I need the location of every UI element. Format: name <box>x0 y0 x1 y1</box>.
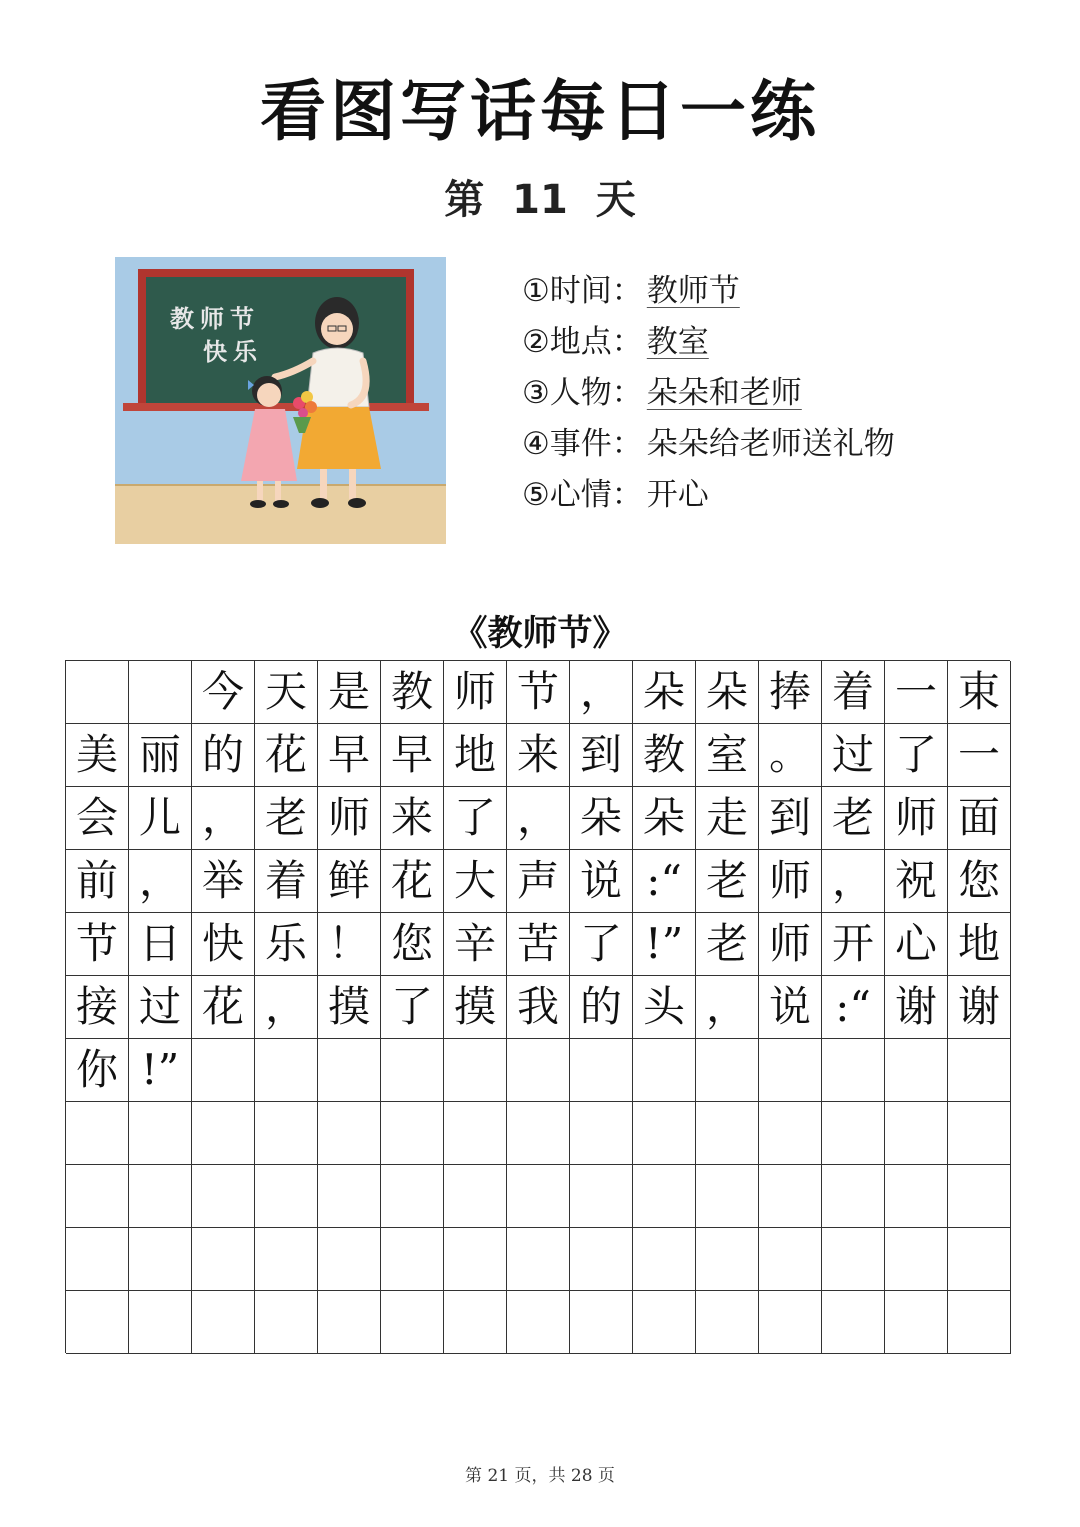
grid-cell <box>381 1039 444 1102</box>
grid-cell: :“ <box>822 976 885 1039</box>
grid-cell: 师 <box>885 787 948 850</box>
essay-title: 《教师节》 <box>452 614 628 654</box>
grid-cell: ！ <box>318 913 381 976</box>
grid-cell <box>570 1039 633 1102</box>
grid-cell: 地 <box>444 724 507 787</box>
grid-cell: 是 <box>318 661 381 724</box>
page-title: 看图写话每日一练 <box>260 73 820 150</box>
grid-cell: 师 <box>444 661 507 724</box>
grid-cell: 朵 <box>570 787 633 850</box>
story-elements-list <box>522 262 992 517</box>
grid-cell: 天 <box>255 661 318 724</box>
grid-cell <box>318 1228 381 1291</box>
grid-cell: 来 <box>507 724 570 787</box>
grid-cell <box>255 1165 318 1228</box>
grid-cell: 捧 <box>759 661 822 724</box>
grid-cell <box>129 1291 192 1354</box>
grid-cell: 教 <box>381 661 444 724</box>
grid-cell: 声 <box>507 850 570 913</box>
grid-cell <box>507 1228 570 1291</box>
grid-cell <box>66 1165 129 1228</box>
grid-cell: 教 <box>633 724 696 787</box>
grid-cell: 今 <box>192 661 255 724</box>
grid-cell <box>759 1039 822 1102</box>
grid-cell <box>192 1228 255 1291</box>
grid-cell <box>696 1102 759 1165</box>
grid-cell <box>66 1102 129 1165</box>
grid-cell: 辛 <box>444 913 507 976</box>
grid-cell: ， <box>129 850 192 913</box>
grid-cell: 着 <box>822 661 885 724</box>
grid-cell: 过 <box>129 976 192 1039</box>
grid-cell: 早 <box>381 724 444 787</box>
grid-cell: 到 <box>759 787 822 850</box>
grid-cell <box>192 1039 255 1102</box>
grid-cell: 师 <box>759 850 822 913</box>
story-element-row <box>522 313 992 364</box>
grid-cell: 的 <box>570 976 633 1039</box>
grid-cell: 您 <box>381 913 444 976</box>
grid-cell <box>318 1102 381 1165</box>
grid-cell: 祝 <box>885 850 948 913</box>
grid-cell: 快 <box>192 913 255 976</box>
grid-cell: 束 <box>948 661 1011 724</box>
grid-cell <box>129 661 192 724</box>
grid-cell: 头 <box>633 976 696 1039</box>
grid-cell <box>696 1165 759 1228</box>
story-element-value: 开心 <box>646 477 709 513</box>
grid-cell: 。 <box>759 724 822 787</box>
grid-cell: ， <box>822 850 885 913</box>
grid-cell <box>66 1228 129 1291</box>
grid-cell: 我 <box>507 976 570 1039</box>
grid-cell <box>570 1291 633 1354</box>
grid-cell <box>948 1291 1011 1354</box>
grid-cell <box>444 1291 507 1354</box>
grid-cell <box>948 1039 1011 1102</box>
grid-cell: 花 <box>192 976 255 1039</box>
grid-cell: 花 <box>381 850 444 913</box>
grid-cell <box>822 1039 885 1102</box>
grid-cell <box>822 1102 885 1165</box>
grid-cell <box>129 1165 192 1228</box>
grid-cell: ， <box>255 976 318 1039</box>
story-element-value: 教室 <box>646 324 709 360</box>
grid-cell: 早 <box>318 724 381 787</box>
grid-cell <box>192 1165 255 1228</box>
grid-cell: 老 <box>822 787 885 850</box>
grid-cell <box>948 1165 1011 1228</box>
grid-cell: ， <box>696 976 759 1039</box>
grid-cell <box>885 1102 948 1165</box>
grid-cell <box>633 1291 696 1354</box>
grid-cell <box>381 1291 444 1354</box>
grid-cell: 室 <box>696 724 759 787</box>
grid-cell: 鲜 <box>318 850 381 913</box>
grid-cell <box>570 1228 633 1291</box>
grid-cell: 一 <box>885 661 948 724</box>
story-element-row <box>522 262 992 313</box>
grid-cell <box>129 1102 192 1165</box>
grid-cell: 花 <box>255 724 318 787</box>
story-element-row <box>522 415 992 466</box>
grid-cell: 儿 <box>129 787 192 850</box>
page-number: 第 21 页，共 28 页 <box>465 1466 615 1486</box>
grid-cell: 接 <box>66 976 129 1039</box>
grid-cell <box>507 1102 570 1165</box>
grid-cell <box>570 1165 633 1228</box>
grid-cell: 谢 <box>885 976 948 1039</box>
grid-cell: 朵 <box>696 661 759 724</box>
illustration-teacher-day <box>115 257 446 544</box>
grid-cell: 说 <box>570 850 633 913</box>
grid-cell: 了 <box>570 913 633 976</box>
grid-cell: 摸 <box>444 976 507 1039</box>
grid-cell: 走 <box>696 787 759 850</box>
grid-cell <box>948 1102 1011 1165</box>
grid-cell: 节 <box>66 913 129 976</box>
grid-cell: 摸 <box>318 976 381 1039</box>
grid-cell <box>444 1102 507 1165</box>
grid-cell: 老 <box>696 913 759 976</box>
grid-cell <box>318 1165 381 1228</box>
grid-cell: 老 <box>696 850 759 913</box>
story-element-row <box>522 466 992 517</box>
grid-cell: 心 <box>885 913 948 976</box>
grid-cell <box>444 1228 507 1291</box>
grid-cell <box>759 1165 822 1228</box>
grid-cell: 大 <box>444 850 507 913</box>
grid-cell: 开 <box>822 913 885 976</box>
grid-cell <box>822 1291 885 1354</box>
story-element-value: 朵朵给老师送礼物 <box>646 426 895 462</box>
grid-cell <box>255 1291 318 1354</box>
day-label: 第 11 天 <box>444 177 636 223</box>
grid-cell: 谢 <box>948 976 1011 1039</box>
board-text-line2: 快乐 <box>203 338 263 366</box>
grid-cell <box>759 1102 822 1165</box>
grid-cell: 前 <box>66 850 129 913</box>
story-element-label: ④事件： <box>522 426 643 462</box>
grid-cell <box>696 1228 759 1291</box>
grid-cell <box>885 1165 948 1228</box>
grid-cell <box>696 1039 759 1102</box>
grid-cell <box>696 1291 759 1354</box>
grid-cell <box>885 1039 948 1102</box>
grid-cell: 节 <box>507 661 570 724</box>
grid-cell <box>192 1102 255 1165</box>
grid-cell: ， <box>192 787 255 850</box>
grid-cell <box>318 1039 381 1102</box>
grid-cell: 美 <box>66 724 129 787</box>
grid-cell <box>885 1291 948 1354</box>
grid-cell <box>633 1102 696 1165</box>
grid-cell: 一 <box>948 724 1011 787</box>
grid-cell: ， <box>507 787 570 850</box>
grid-cell: 朵 <box>633 661 696 724</box>
grid-cell <box>255 1102 318 1165</box>
grid-cell <box>822 1165 885 1228</box>
grid-cell: 会 <box>66 787 129 850</box>
grid-cell <box>507 1165 570 1228</box>
grid-cell: 来 <box>381 787 444 850</box>
story-element-label: ②地点： <box>522 324 643 360</box>
grid-cell <box>66 1291 129 1354</box>
grid-cell <box>759 1228 822 1291</box>
grid-cell <box>633 1039 696 1102</box>
story-element-value: 教师节 <box>646 273 740 309</box>
grid-cell <box>381 1228 444 1291</box>
grid-cell: 了 <box>381 976 444 1039</box>
grid-cell <box>633 1228 696 1291</box>
grid-cell <box>66 661 129 724</box>
grid-cell <box>192 1291 255 1354</box>
grid-cell: 苦 <box>507 913 570 976</box>
grid-cell: 了 <box>444 787 507 850</box>
grid-cell: 的 <box>192 724 255 787</box>
grid-cell: 过 <box>822 724 885 787</box>
grid-cell <box>129 1228 192 1291</box>
grid-cell: 丽 <box>129 724 192 787</box>
grid-cell: 举 <box>192 850 255 913</box>
grid-cell <box>381 1165 444 1228</box>
grid-cell: !” <box>633 913 696 976</box>
grid-cell <box>759 1291 822 1354</box>
grid-cell <box>507 1291 570 1354</box>
grid-cell <box>570 1102 633 1165</box>
grid-cell <box>444 1039 507 1102</box>
grid-cell: 朵 <box>633 787 696 850</box>
story-element-label: ①时间： <box>522 273 643 309</box>
grid-cell: 乐 <box>255 913 318 976</box>
grid-cell: 你 <box>66 1039 129 1102</box>
story-element-label: ⑤心情： <box>522 477 643 513</box>
grid-cell: 了 <box>885 724 948 787</box>
grid-cell: !” <box>129 1039 192 1102</box>
grid-cell: 面 <box>948 787 1011 850</box>
grid-cell <box>318 1291 381 1354</box>
story-element-row <box>522 364 992 415</box>
grid-cell: 您 <box>948 850 1011 913</box>
grid-cell <box>255 1039 318 1102</box>
grid-cell: 师 <box>759 913 822 976</box>
grid-cell <box>444 1165 507 1228</box>
writing-grid <box>65 660 1010 1353</box>
grid-cell: 师 <box>318 787 381 850</box>
grid-cell <box>507 1039 570 1102</box>
story-element-label: ③人物： <box>522 375 643 411</box>
grid-cell <box>255 1228 318 1291</box>
grid-cell: 着 <box>255 850 318 913</box>
grid-cell <box>885 1228 948 1291</box>
grid-cell: 到 <box>570 724 633 787</box>
grid-cell: 老 <box>255 787 318 850</box>
grid-cell: :“ <box>633 850 696 913</box>
grid-cell <box>822 1228 885 1291</box>
grid-cell: 地 <box>948 913 1011 976</box>
story-element-value: 朵朵和老师 <box>646 375 802 411</box>
grid-cell: ， <box>570 661 633 724</box>
grid-cell: 说 <box>759 976 822 1039</box>
grid-cell <box>381 1102 444 1165</box>
grid-cell: 日 <box>129 913 192 976</box>
board-text-line1: 教师节 <box>170 305 260 333</box>
grid-cell <box>948 1228 1011 1291</box>
grid-cell <box>633 1165 696 1228</box>
